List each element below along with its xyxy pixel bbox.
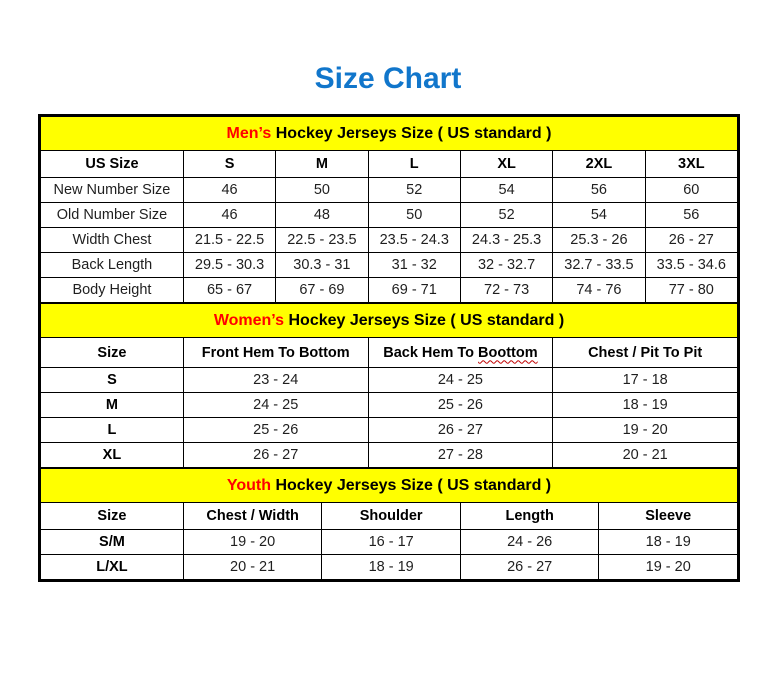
table-cell: 24 - 26 [460,530,599,555]
table-cell: 65 - 67 [183,278,275,303]
column-header: L [368,151,460,178]
column-header: Chest / Pit To Pit [553,338,738,368]
table-row [41,278,738,303]
table-cell: 18 - 19 [553,393,738,418]
table-row [41,178,738,203]
table-cell: 56 [553,178,645,203]
womens-size-table [40,303,738,468]
column-header: XL [460,151,552,178]
table-row [41,469,738,503]
row-label: M [41,393,184,418]
page-title: Size Chart [314,62,462,95]
table-cell: 17 - 18 [553,368,738,393]
table-cell: 77 - 80 [645,278,737,303]
table-cell: 33.5 - 34.6 [645,253,737,278]
table-cell: 26 - 27 [183,443,368,468]
table-cell: 21.5 - 22.5 [183,228,275,253]
row-label: Old Number Size [41,203,184,228]
table-cell: 46 [183,178,275,203]
table-cell: 32.7 - 33.5 [553,253,645,278]
column-header: Front Hem To Bottom [183,338,368,368]
table-header-row [41,503,738,530]
table-cell: 69 - 71 [368,278,460,303]
row-label: S [41,368,184,393]
table-row [41,253,738,278]
table-cell: 24.3 - 25.3 [460,228,552,253]
womens-band-text: Hockey Jerseys Size ( US standard ) [288,311,565,329]
column-header: S [183,151,275,178]
table-cell: 23 - 24 [183,368,368,393]
table-row [41,368,738,393]
table-cell: 25 - 26 [368,393,553,418]
table-cell: 26 - 27 [368,418,553,443]
column-header: Size [41,338,184,368]
table-cell: 20 - 21 [553,443,738,468]
table-header-row [41,151,738,178]
column-header: US Size [41,151,184,178]
column-header: Size [41,503,184,530]
column-header-text: Back Hem To [383,344,479,361]
column-header: Length [460,503,599,530]
row-label: Width Chest [41,228,184,253]
mens-size-table [40,116,738,303]
table-cell: 24 - 25 [368,368,553,393]
youth-band-text: Hockey Jerseys Size ( US standard ) [275,476,552,494]
table-row [41,443,738,468]
table-cell: 52 [460,203,552,228]
table-cell: 52 [368,178,460,203]
misspelled-word: Boottom [478,344,538,361]
table-cell: 26 - 27 [645,228,737,253]
table-row [41,530,738,555]
table-cell: 27 - 28 [368,443,553,468]
column-header: 2XL [553,151,645,178]
table-cell: 56 [645,203,737,228]
table-cell: 19 - 20 [553,418,738,443]
table-cell: 18 - 19 [322,555,461,580]
youth-accent-label: Youth [226,476,271,494]
table-cell: 72 - 73 [460,278,552,303]
table-cell: 30.3 - 31 [276,253,368,278]
table-cell: 25 - 26 [183,418,368,443]
column-header [368,338,553,368]
table-cell: 18 - 19 [599,530,738,555]
table-cell: 46 [183,203,275,228]
row-label: L [41,418,184,443]
table-row [41,304,738,338]
table-cell: 24 - 25 [183,393,368,418]
row-label: New Number Size [41,178,184,203]
table-cell: 19 - 20 [183,530,322,555]
table-cell: 48 [276,203,368,228]
table-cell: 54 [553,203,645,228]
table-row [41,228,738,253]
column-header: Chest / Width [183,503,322,530]
mens-section-header [41,117,738,151]
table-cell: 60 [645,178,737,203]
row-label: Body Height [41,278,184,303]
table-cell: 74 - 76 [553,278,645,303]
column-header: Shoulder [322,503,461,530]
table-row [41,203,738,228]
row-label: Back Length [41,253,184,278]
table-cell: 19 - 20 [599,555,738,580]
womens-accent-label: Women’s [213,311,285,329]
table-header-row [41,338,738,368]
table-cell: 16 - 17 [322,530,461,555]
table-cell: 26 - 27 [460,555,599,580]
row-label: S/M [41,530,184,555]
table-cell: 23.5 - 24.3 [368,228,460,253]
column-header: 3XL [645,151,737,178]
table-cell: 32 - 32.7 [460,253,552,278]
table-cell: 54 [460,178,552,203]
table-cell: 50 [368,203,460,228]
table-row [41,418,738,443]
mens-band-text: Hockey Jerseys Size ( US standard ) [275,124,552,142]
womens-section-header [41,304,738,338]
table-cell: 67 - 69 [276,278,368,303]
table-cell: 20 - 21 [183,555,322,580]
column-header: M [276,151,368,178]
mens-accent-label: Men’s [226,124,272,142]
table-row [41,555,738,580]
table-cell: 31 - 32 [368,253,460,278]
table-row [41,117,738,151]
youth-size-table [40,468,738,580]
table-cell: 29.5 - 30.3 [183,253,275,278]
table-cell: 22.5 - 23.5 [276,228,368,253]
youth-section-header [41,469,738,503]
row-label: L/XL [41,555,184,580]
row-label: XL [41,443,184,468]
table-cell: 25.3 - 26 [553,228,645,253]
size-chart-table-group [38,114,740,582]
table-cell: 50 [276,178,368,203]
table-row [41,393,738,418]
column-header: Sleeve [599,503,738,530]
